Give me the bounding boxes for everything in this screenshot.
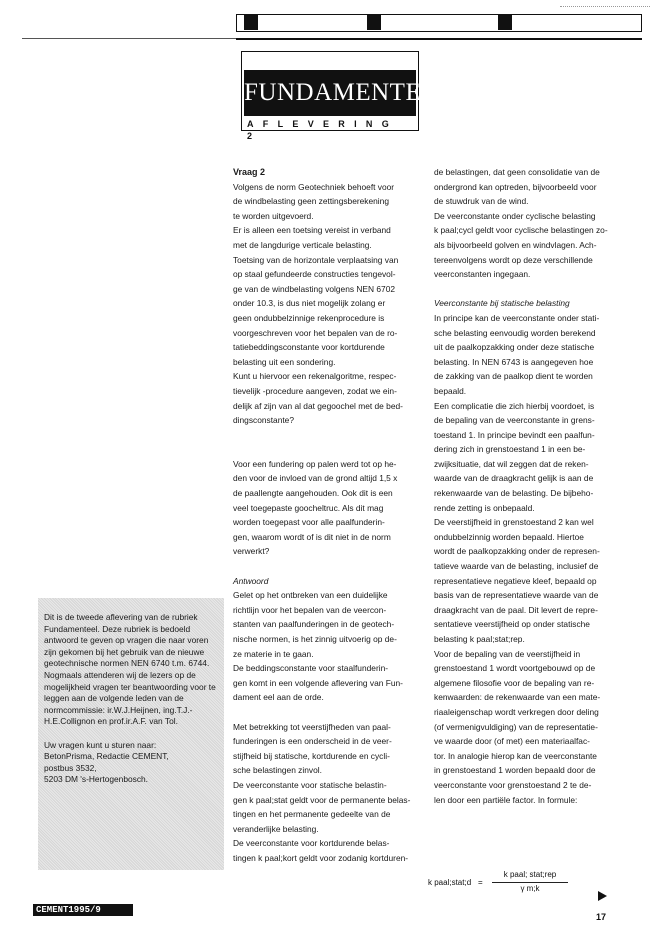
continue-arrow-icon <box>598 891 607 901</box>
text-line: representatieve negatieve kleef, bepaald op <box>434 575 597 586</box>
text-line: tor. In analogie hierop kan de veerconstante <box>434 750 597 761</box>
text-line: geen ondubbelzinnige rekenprocedure is <box>233 312 385 323</box>
sidebar-paragraph: Uw vragen kunt u sturen naar: <box>44 739 157 750</box>
formula-equals: = <box>478 878 483 887</box>
text-line: ge van de windbelasting volgens NEN 6702 <box>233 283 396 294</box>
text-line: onder 10.3, is dus niet mogelijk zolang er <box>233 298 386 309</box>
text-line: veerconstanten ingegaan. <box>434 269 531 280</box>
section-heading: Antwoord <box>233 575 269 586</box>
page-number: 17 <box>596 912 607 922</box>
text-line: grenstoestand 1 wordt voortgebouwd op de <box>434 663 596 674</box>
text-line: de paallengte aangehouden. Ook dit is een <box>233 488 393 499</box>
text-line: De veerconstante voor kortdurende belas- <box>233 838 390 849</box>
text-line: tingen k paal;kort geldt voor zodanig kortduren- <box>233 852 409 863</box>
text-line: belasting k paal;stat;rep. <box>434 634 525 644</box>
text-line: ondergrond kan optreden, bijvoorbeeld voor <box>434 181 597 192</box>
text-line: len door een partiële factor. In formule: <box>434 794 578 805</box>
text-line: als bijvoorbeeld golven en windvlagen. Ach- <box>434 239 597 250</box>
text-line: de stuwdruk van de wind. <box>434 196 529 207</box>
text-line: bepaald. <box>434 385 467 396</box>
text-line: Volgens de norm Geotechniek behoeft voor <box>233 181 395 192</box>
sidebar-text <box>44 612 222 786</box>
text-line: k paal;cycl geldt voor cyclische belastingen zo- <box>434 225 608 236</box>
text-line: in grenstoestand 1 worden bepaald door de <box>434 765 596 776</box>
text-line: Kunt u hiervoor een rekenalgoritme, respec- <box>233 371 397 382</box>
text-line: belasting. In NEN 6743 is aangegeven hoe <box>434 356 594 367</box>
text-line: dingsconstante? <box>233 415 294 426</box>
header-rule-left <box>22 38 236 39</box>
text-line: gen komt in een volgende aflevering van Fun- <box>233 677 403 688</box>
text-line: worden toegepast voor alle paalfunderin- <box>233 517 385 528</box>
text-line: algemene filosofie voor de bepaling van re- <box>434 677 595 688</box>
sidebar-paragraph: BetonPrisma, Redactie CEMENT, <box>44 751 169 762</box>
formula <box>428 870 588 902</box>
magazine-badge: CEMENT1995/9 <box>33 904 133 916</box>
text-line: veranderlijke belasting. <box>233 823 319 834</box>
text-line: veerconstante voor grenstoestand 2 te de- <box>434 779 592 790</box>
text-line: belasting uit een sondering. <box>233 356 336 367</box>
paragraph-gap <box>233 559 420 574</box>
text-line: nische normen, is het zinnig uitvoerig op de- <box>233 634 397 644</box>
header-block-right <box>498 15 512 30</box>
text-line: tingen en het permanente gedeelte van de <box>233 809 391 820</box>
text-line: stanten van paalfunderingen in de geotech- <box>233 619 395 630</box>
text-line: verwerkt? <box>233 546 270 557</box>
text-line: In principe kan de veerconstante onder stati- <box>434 312 600 323</box>
text-line: Voor een fundering op palen werd tot op he- <box>233 458 397 469</box>
text-line: te worden uitgevoerd. <box>233 210 314 221</box>
formula-fraction-line <box>492 882 568 883</box>
text-line: tatieve waarde van de belasting, inclusief de <box>434 561 599 572</box>
text-line: sentatieve veerstijfheid op onder statische <box>434 619 590 630</box>
text-line: richtlijn voor het bepalen van de veercon- <box>233 604 387 615</box>
paragraph-gap <box>233 442 420 457</box>
text-line: ondubbelzinnig worden bepaald. Hiertoe <box>434 531 584 542</box>
section-heading: Veerconstante bij statische belasting <box>434 298 570 309</box>
article-column-2 <box>434 165 620 807</box>
text-line: tatiebeddingsconstante voor kortdurende <box>233 342 385 353</box>
text-line: dering zich in grenstoestand 1 in een be- <box>434 444 586 455</box>
formula-numerator: k paal; stat;rep <box>503 870 557 879</box>
rubric-title: FUNDAMENTEEL <box>244 79 453 106</box>
header-rule <box>236 38 642 40</box>
text-line: sche belastingen zinvol. <box>233 765 322 776</box>
paragraph-gap <box>233 428 420 443</box>
paragraph-gap <box>434 282 620 297</box>
text-line: toestand 1. In principe bevindt een paalfun- <box>434 429 595 440</box>
sidebar-paragraph: postbus 3532, <box>44 762 97 773</box>
text-line: de zakking van de paalkop dient te worden <box>434 371 593 382</box>
header-strip <box>236 14 642 32</box>
text-line: basis van de representatieve waarde van de <box>434 590 599 601</box>
text-line: Met betrekking tot veerstijfheden van paal- <box>233 721 391 732</box>
text-line: tievelijk -procedure aangeven, zodat we ein- <box>233 385 397 396</box>
text-line: de belastingen, dat geen consolidatie van de <box>434 167 600 177</box>
sidebar-gap <box>44 728 222 740</box>
text-line: De beddingsconstante voor staalfunderin- <box>233 663 389 674</box>
text-line: waarde van de draagkracht gelijk is aan de <box>434 473 594 484</box>
text-line: De veerconstante voor statische belastin- <box>233 779 387 790</box>
text-line: Een complicatie die zich hierbij voordoet, is <box>434 400 595 411</box>
text-line: Toetsing van de horizontale verplaatsing van <box>233 254 399 265</box>
text-line: met de langdurige verticale belasting. <box>233 239 372 250</box>
question-heading: Vraag 2 <box>233 167 266 177</box>
text-line: delijk af zijn van al dat gegoochel met de bed- <box>233 400 403 411</box>
text-line: rekenwaarde van de belasting. De bijbeho- <box>434 488 594 499</box>
text-line: veel toegepaste goocheltruc. Als dit mag <box>233 502 384 513</box>
text-line: draagkracht van de paal. Dit levert de repre- <box>434 604 598 615</box>
article-column-1 <box>233 165 420 866</box>
text-line: ve waarde door (of met) een materiaalfac- <box>434 736 590 747</box>
text-line: kenwaarden: de rekenwaarde van een mate- <box>434 692 601 703</box>
text-line: Er is alleen een toetsing vereist in verband <box>233 225 391 236</box>
text-line: funderingen is een onderscheid in de veer- <box>233 736 392 747</box>
paragraph-gap <box>233 705 420 720</box>
text-line: de windbelasting geen zettingsberekening <box>233 196 389 207</box>
text-line: uit de paalkopzakking onder deze statische <box>434 342 595 353</box>
text-line: (of vermenigvuldiging) van de representatie- <box>434 721 598 732</box>
sidebar-paragraph: Nogmaals attenderen wij de lezers op de mogelijkheid vragen ter beantwoording voor te leggen aan de volgende leden van de normcommissie: ir.W.J.Heijnen, ing.T.J.-H.E.Collignon en prof.ir.A.F. van Tol. <box>44 669 216 727</box>
text-line: Gelet op het ontbreken van een duidelijke <box>233 590 388 601</box>
header-dotted-rule <box>560 6 650 7</box>
text-line: dament eel aan de orde. <box>233 692 324 703</box>
formula-lhs: k paal;stat;d <box>428 878 472 887</box>
text-line: zwijksituatie, dat wil zeggen dat de reken- <box>434 458 589 469</box>
episode-label: AFLEVERING 2 <box>247 119 399 141</box>
text-line: voorgeschreven voor het bepalen van de ro- <box>233 327 398 338</box>
header-block-middle <box>367 15 381 30</box>
text-line: op staal gefundeerde constructies tengevol- <box>233 269 396 280</box>
text-line: gen k paal;stat geldt voor de permanente belas- <box>233 794 411 805</box>
text-line: riaaleigenschap wordt verkregen door deling <box>434 706 599 717</box>
text-line: De veerconstante onder cyclische belasting <box>434 210 596 221</box>
formula-denominator: γ m;k <box>520 884 540 893</box>
text-line: den voor de invloed van de grond altijd 1,5 x <box>233 473 398 484</box>
text-line: gen, waarom wordt of is dit niet in de norm <box>233 531 391 542</box>
text-line: tereenvolgens wordt op deze verschillende <box>434 254 593 265</box>
text-line: sche belasting eenvoudig worden berekend <box>434 327 596 338</box>
text-line: De veerstijfheid in grenstoestand 2 kan wel <box>434 517 594 528</box>
header-block-left <box>244 15 258 30</box>
sidebar-paragraph: Dit is de tweede aflevering van de rubriek Fundamenteel. Deze rubriek is bedoeld antwoord te geven op vragen die naar voren zijn gekomen bij het gebruik van de nieuwe geotechnische normen NEN 6740 t.m. 6744. <box>44 612 210 669</box>
text-line: ze materie in te gaan. <box>233 648 314 659</box>
text-line: Voor de bepaling van de veerstijfheid in <box>434 648 581 659</box>
text-line: de bepaling van de veerconstante in grens- <box>434 415 595 426</box>
text-line: rende zetting is onbepaald. <box>434 502 535 513</box>
text-line: wordt de paalkopzakking onder de represen- <box>434 546 600 557</box>
sidebar-paragraph: 5203 DM 's-Hertogenbosch. <box>44 774 149 785</box>
text-line: stijfheid bij statische, kortdurende en cycli- <box>233 750 390 761</box>
